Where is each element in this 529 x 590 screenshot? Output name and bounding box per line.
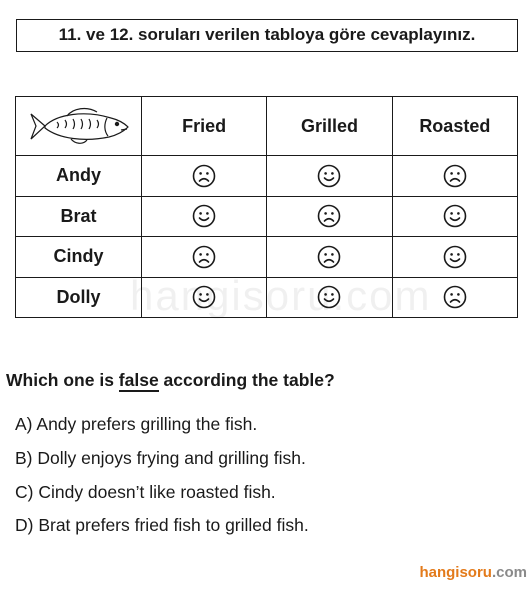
row-name: Cindy	[16, 237, 142, 278]
face-cell	[392, 237, 517, 278]
column-header: Fried	[142, 97, 267, 156]
question-part: Which one is	[6, 370, 119, 390]
brand-logo	[419, 564, 527, 581]
row-name: Brat	[16, 196, 142, 237]
column-header: Roasted	[392, 97, 517, 156]
face-cell	[267, 156, 392, 197]
happy-face-icon	[443, 204, 467, 228]
sad-face-icon	[317, 204, 341, 228]
fish-icon	[27, 106, 131, 146]
table-row	[16, 196, 518, 237]
option-c[interactable]: C) Cindy doesn’t like roasted fish.	[15, 482, 276, 502]
question-underlined-word: false	[118, 370, 159, 390]
brand-part: soru	[459, 564, 492, 581]
option-d[interactable]: D) Brat prefers fried fish to grilled fish.	[15, 515, 309, 535]
sad-face-icon	[443, 285, 467, 309]
face-cell	[267, 237, 392, 278]
table-row	[16, 156, 518, 197]
sad-face-icon	[192, 245, 216, 269]
instruction-box: 11. ve 12. soruları verilen tabloya göre cevaplayınız.	[16, 19, 518, 52]
face-cell	[392, 196, 517, 237]
face-cell	[267, 196, 392, 237]
brand-part: hangi	[419, 564, 460, 581]
question-part: according the table?	[158, 370, 335, 390]
question-text	[6, 370, 335, 391]
sad-face-icon	[317, 245, 341, 269]
fish-header-cell	[16, 97, 142, 156]
face-cell	[142, 156, 267, 197]
option-a[interactable]: A) Andy prefers grilling the fish.	[15, 414, 258, 434]
brand-part: .com	[491, 564, 527, 581]
row-name: Dolly	[16, 277, 142, 318]
table-row	[16, 237, 518, 278]
happy-face-icon	[443, 245, 467, 269]
table-header-row	[16, 97, 518, 156]
face-cell	[392, 156, 517, 197]
face-cell	[142, 196, 267, 237]
happy-face-icon	[192, 204, 216, 228]
row-name: Andy	[16, 156, 142, 197]
watermark: hangisoru.com	[130, 272, 432, 319]
column-header: Grilled	[267, 97, 392, 156]
option-b[interactable]: B) Dolly enjoys frying and grilling fish.	[15, 448, 306, 468]
face-cell	[142, 237, 267, 278]
happy-face-icon	[317, 164, 341, 188]
sad-face-icon	[443, 164, 467, 188]
sad-face-icon	[192, 164, 216, 188]
